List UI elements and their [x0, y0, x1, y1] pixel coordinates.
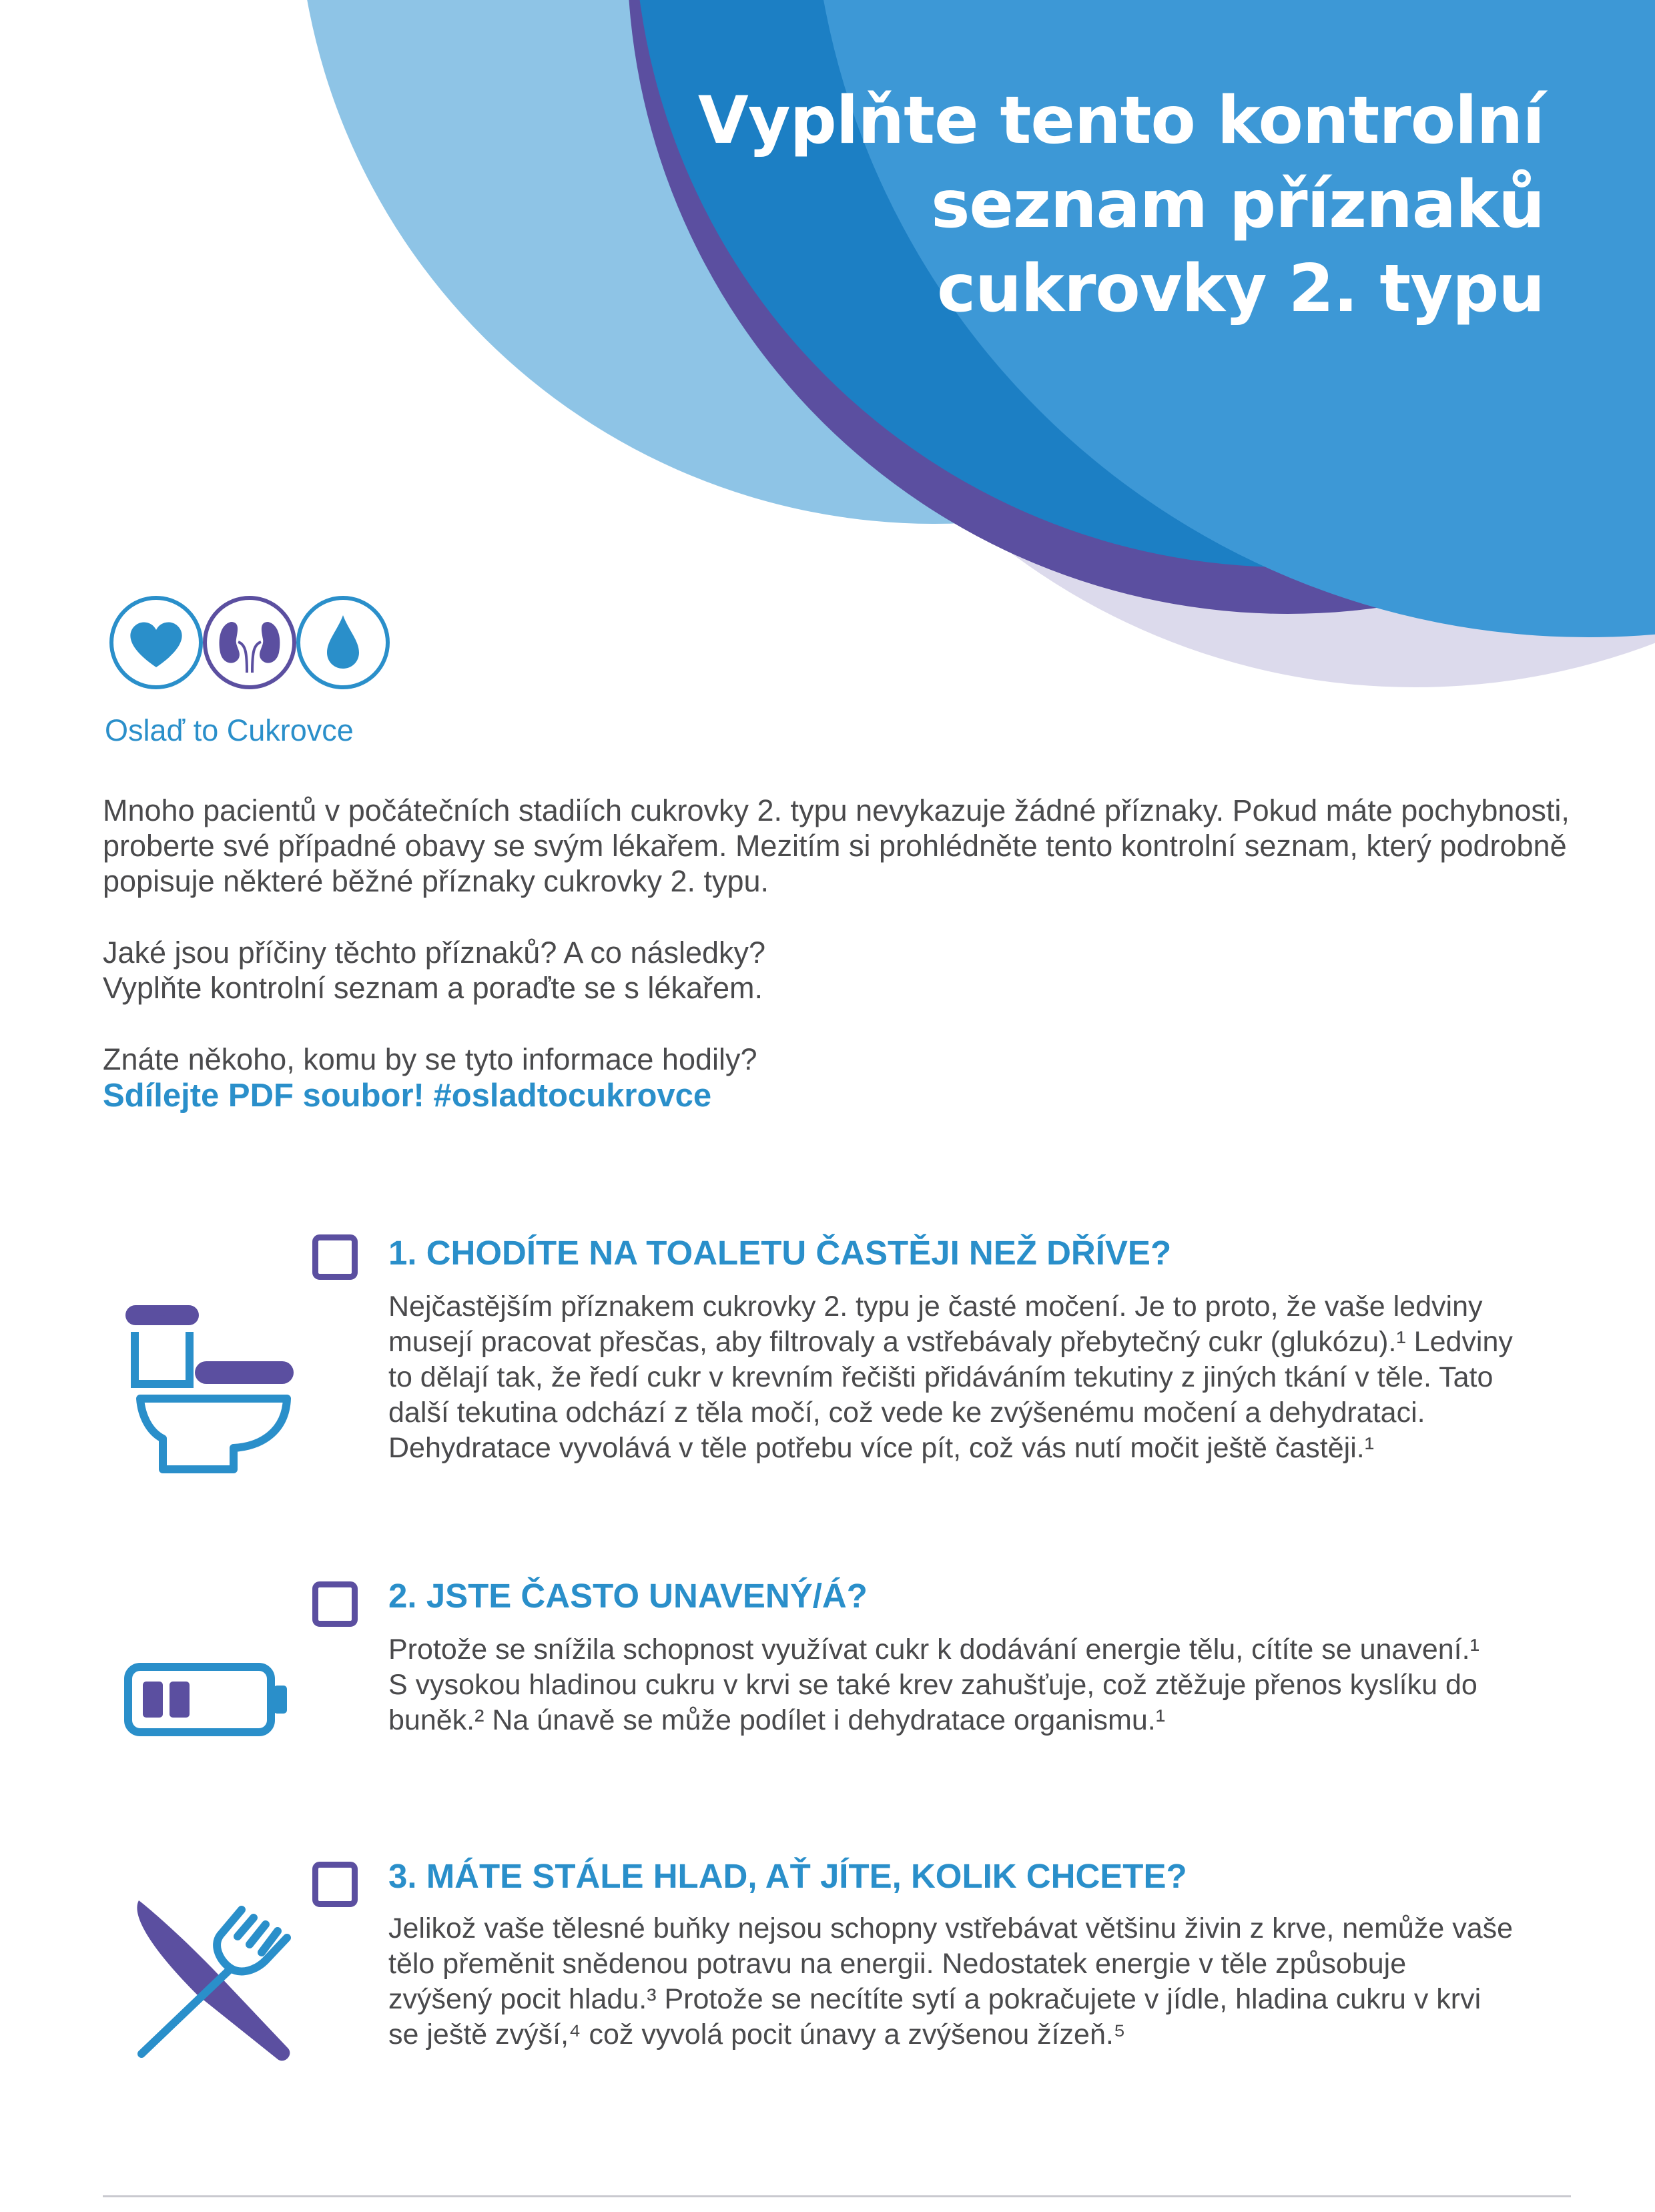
intro-line: Vyplňte kontrolní seznam a poraďte se s lékařem.: [103, 971, 763, 1005]
symptom-text-line: buněk.² Na únavě se může podílet i dehydratace organismu.¹: [388, 1704, 1166, 1736]
symptom-text-line: další tekutina odchází z těla močí, což vede ke zvýšenému močení a dehydrataci.: [388, 1397, 1425, 1429]
symptom-text-line: S vysokou hladinou cukru v krvi se také krev zahušťuje, což ztěžuje přenos kyslíku do: [388, 1669, 1477, 1701]
heart-icon: [111, 598, 201, 687]
symptom-text-line: Nejčastějším příznakem cukrovky 2. typu je časté močení. Je to proto, že vaše ledviny: [388, 1291, 1483, 1323]
symptom-text-1: [388, 1289, 1563, 1466]
symptom-title-1: 1. CHODÍTE NA TOALETU ČASTĚJI NEŽ DŘÍVE?: [388, 1234, 1172, 1272]
logo: [103, 593, 396, 693]
intro-line: Mnoho pacientů v počátečních stadiích cukrovky 2. typu nevykazuje žádné příznaky. Pokud máte pochybnosti,: [103, 793, 1570, 827]
drop-icon: [298, 598, 388, 687]
symptom-text-2: [388, 1632, 1563, 1738]
title-line: seznam příznaků: [931, 167, 1544, 243]
logo-text: Oslaď to Cukrovce: [105, 713, 354, 747]
symptom-text-3: [388, 1911, 1563, 2053]
intro-line: Znáte někoho, komu by se tyto informace hodily?: [103, 1042, 757, 1076]
kidneys-icon: [205, 598, 294, 687]
intro-paragraph: [103, 793, 1571, 899]
symptom-text-line: tělo přeměnit snědenou potravu na energii. Nedostatek energie v těle způsobuje: [388, 1948, 1407, 1980]
symptom-checkbox-2[interactable]: [312, 1581, 358, 1627]
symptom-text-line: zvýšený pocit hladu.³ Protože se necítíte sytí a pokračujete v jídle, hladina cukru v krvi: [388, 1983, 1481, 2015]
toilet-icon: [120, 1305, 300, 1479]
symptom-text-line: Dehydratace vyvolává v těle potřebu více pít, což vás nutí močit ještě častěji.¹: [388, 1432, 1375, 1464]
symptom-text-line: Protože se snížila schopnost využívat cukr k dodávání energie tělu, cítíte se unavení.¹: [388, 1633, 1479, 1666]
title-line: cukrovky 2. typu: [937, 251, 1544, 327]
intro-line: proberte své případné obavy se svým lékařem. Mezitím si prohlédněte tento kontrolní seznam, který podrobně: [103, 829, 1567, 863]
intro-line: Jaké jsou příčiny těchto příznaků? A co následky?: [103, 936, 766, 970]
intro-line: popisuje některé běžné příznaky cukrovky 2. typu.: [103, 864, 769, 898]
footer-divider: [103, 2195, 1571, 2197]
symptom-text-line: Jelikož vaše tělesné buňky nejsou schopny vstřebávat většinu živin z krve, nemůže vaše: [388, 1912, 1514, 1944]
page-title: [677, 79, 1544, 331]
intro-paragraph: [103, 1042, 1571, 1114]
symptom-text-line: to dělají tak, že ředí cukr v krevním řečišti přidáváním tekutiny z jiných tkání v těle. Tato: [388, 1361, 1494, 1393]
share-hashtag: Sdílejte PDF soubor! #osladtocukrovce: [103, 1078, 712, 1114]
knife-fork-icon: [124, 1895, 298, 2069]
symptom-text-line: se ještě zvýší,⁴ což vyvolá pocit únavy a zvýšenou žízeň.⁵: [388, 2018, 1126, 2051]
symptom-text-line: musejí pracovat přesčas, aby filtrovaly a vstřebávaly přebytečný cukr (glukózu).¹ Ledviny: [388, 1326, 1513, 1358]
title-line: Vyplňte tento kontrolní: [697, 83, 1544, 159]
symptom-title-2: 2. JSTE ČASTO UNAVENÝ/Á?: [388, 1577, 868, 1615]
symptom-checkbox-1[interactable]: [312, 1234, 358, 1280]
symptom-title-3: 3. MÁTE STÁLE HLAD, AŤ JÍTE, KOLIK CHCETE?: [388, 1857, 1187, 1895]
battery-icon: [124, 1663, 291, 1736]
intro-text: [103, 793, 1571, 1150]
symptom-checkbox-3[interactable]: [312, 1862, 358, 1907]
intro-paragraph: [103, 935, 1571, 1006]
